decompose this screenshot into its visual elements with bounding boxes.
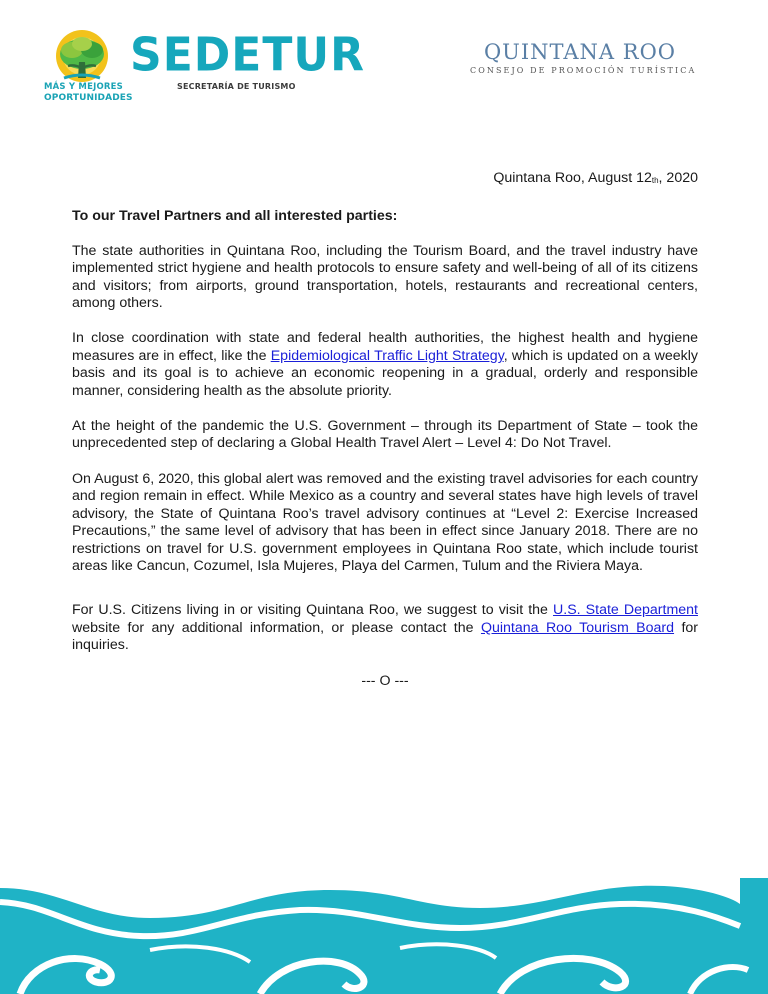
tree-caption-line2: OPORTUNIDADES	[44, 93, 133, 103]
paragraph-3: At the height of the pandemic the U.S. Government – through its Department of State – took the unprecedented step of declaring a Global Health Travel Alert – Level 4: Do Not Travel.	[72, 418, 698, 452]
sedetur-logo	[130, 28, 365, 91]
paragraph-5-text-c: for inquiries.	[72, 619, 699, 654]
paragraph-4: On August 6, 2020, this global alert was removed and the existing travel advisories for each country and region remain in effect. While Mexico as a country and several states have high levels of travel advisory, the State of Quintana Roo’s travel advisory continues at “Level 2: Exercise Increased Precautions,” the same level of advisory that has been in effect since January 2018. There are no restrictions on travel for U.S. government employees in Quintana Roo state, which include tourist areas like Cancun, Cozumel, Isla Mujeres, Playa del Carmen, Tulum and the Riviera Maya.	[72, 470, 698, 574]
tree-logo-caption	[44, 82, 133, 104]
tree-caption-line1: MÁS Y MEJORES	[44, 82, 123, 92]
paragraph-5-text-b: website for any additional information, or please contact the	[72, 619, 481, 636]
date-ordinal: th	[651, 176, 659, 185]
paragraph-2-text-a: In close coordination with state and federal health authorities, the highest health and hygiene measures are in effect, like the	[72, 330, 698, 364]
quintana-roo-subtitle: CONSEJO DE PROMOCIÓN TURÍSTICA	[470, 66, 697, 75]
paragraph-5-text-a: For U.S. Citizens living in or visiting Quintana Roo, we suggest to visit the	[72, 602, 554, 619]
sedetur-wordmark: SEDETUR	[130, 28, 365, 83]
sedetur-subtitle: SECRETARÍA DE TURISMO	[177, 82, 296, 91]
date-year: , 2020	[658, 170, 698, 186]
footer-wave-decoration	[0, 878, 768, 994]
us-state-department-link[interactable]: U.S. State Department	[553, 602, 698, 619]
paragraph-5	[72, 602, 698, 654]
paragraph-1: The state authorities in Quintana Roo, including the Tourism Board, and the travel industry have implemented strict hygiene and health protocols to ensure safety and well-being of all of its citizens and visitors; from airports, ground transportation, hotels, restaurants and recreational centers, among others.	[72, 242, 698, 312]
traffic-light-strategy-link[interactable]: Epidemiological Traffic Light Strategy	[270, 347, 504, 364]
paragraph-2-text-b: , which is updated on a weekly basis and its goal is to achieve an economic reopening in a gradual, orderly and responsible manner, considering health as the absolute priority.	[72, 347, 699, 399]
letter-date	[72, 170, 698, 189]
tourism-board-link[interactable]: Quintana Roo Tourism Board	[480, 619, 675, 636]
date-prefix: Quintana Roo, August 12	[493, 170, 652, 186]
quintana-roo-wordmark: QUINTANA ROO	[483, 40, 677, 64]
quintana-roo-logo	[470, 40, 697, 75]
letterhead	[0, 0, 768, 120]
closing-mark: --- O ---	[361, 672, 409, 689]
letter-body	[72, 170, 698, 690]
paragraph-2	[72, 330, 698, 400]
salutation: To our Travel Partners and all interested parties:	[72, 208, 398, 225]
